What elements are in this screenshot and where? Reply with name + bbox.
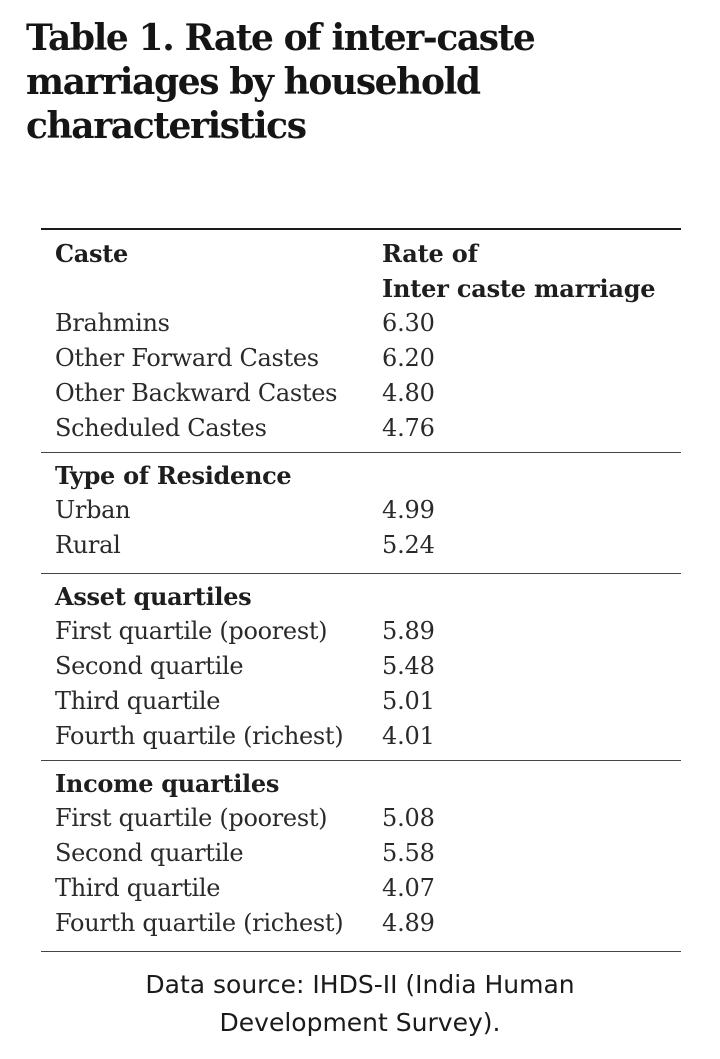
table-header-row-2 xyxy=(41,271,681,306)
table-row xyxy=(41,719,681,754)
table-title xyxy=(26,16,646,148)
row-value: 5.01 xyxy=(382,687,435,715)
row-label: Fourth quartile (richest) xyxy=(55,909,344,937)
row-value: 4.99 xyxy=(382,496,435,524)
row-label: Scheduled Castes xyxy=(55,414,267,442)
row-value: 4.89 xyxy=(382,909,435,937)
header-rate-line-1: Rate of xyxy=(382,239,478,268)
section-heading: Income quartiles xyxy=(55,769,280,798)
row-value: 4.80 xyxy=(382,379,435,407)
header-caste: Caste xyxy=(55,239,129,268)
row-label: Second quartile xyxy=(55,839,244,867)
table-row xyxy=(41,801,681,836)
title-line-1: Table 1. Rate of inter-caste xyxy=(26,17,535,59)
section-heading-row xyxy=(41,458,681,493)
row-label: Brahmins xyxy=(55,309,170,337)
row-value: 4.76 xyxy=(382,414,435,442)
table-row xyxy=(41,649,681,684)
row-label: Other Backward Castes xyxy=(55,379,338,407)
section-heading: Asset quartiles xyxy=(55,582,252,611)
row-value: 6.30 xyxy=(382,309,435,337)
table-row xyxy=(41,906,681,941)
row-label: Second quartile xyxy=(55,652,244,680)
table-row xyxy=(41,341,681,376)
data-source-note xyxy=(0,966,720,1042)
header-rate-line-2: Inter caste marriage xyxy=(382,274,656,303)
row-value: 4.07 xyxy=(382,874,435,902)
row-label: Rural xyxy=(55,531,121,559)
table-row xyxy=(41,493,681,528)
data-table xyxy=(41,228,681,952)
section-heading-row xyxy=(41,766,681,801)
table-row xyxy=(41,684,681,719)
row-label: First quartile (poorest) xyxy=(55,804,328,832)
row-label: Fourth quartile (richest) xyxy=(55,722,344,750)
source-line-2: Development Survey). xyxy=(219,1008,501,1037)
row-label: Other Forward Castes xyxy=(55,344,319,372)
row-value: 5.58 xyxy=(382,839,435,867)
table-row xyxy=(41,836,681,871)
table-row xyxy=(41,411,681,446)
table-row xyxy=(41,376,681,411)
section-heading-row xyxy=(41,579,681,614)
row-value: 6.20 xyxy=(382,344,435,372)
source-line-1: Data source: IHDS-II (India Human xyxy=(145,970,575,999)
table-row xyxy=(41,614,681,649)
section-divider xyxy=(41,760,681,761)
table-row xyxy=(41,528,681,563)
bottom-rule xyxy=(41,951,681,952)
section-heading: Type of Residence xyxy=(55,461,292,490)
section-divider xyxy=(41,452,681,453)
row-value: 5.48 xyxy=(382,652,435,680)
section-divider xyxy=(41,573,681,574)
table-row xyxy=(41,871,681,906)
table-header-row xyxy=(41,236,681,271)
row-value: 5.08 xyxy=(382,804,435,832)
title-line-3: characteristics xyxy=(26,105,306,147)
table-row xyxy=(41,306,681,341)
top-rule xyxy=(41,228,681,230)
row-label: Third quartile xyxy=(55,874,221,902)
row-value: 5.24 xyxy=(382,531,435,559)
row-value: 4.01 xyxy=(382,722,435,750)
title-line-2: marriages by household xyxy=(26,61,480,103)
row-label: Third quartile xyxy=(55,687,221,715)
row-label: Urban xyxy=(55,496,131,524)
row-label: First quartile (poorest) xyxy=(55,617,328,645)
row-value: 5.89 xyxy=(382,617,435,645)
